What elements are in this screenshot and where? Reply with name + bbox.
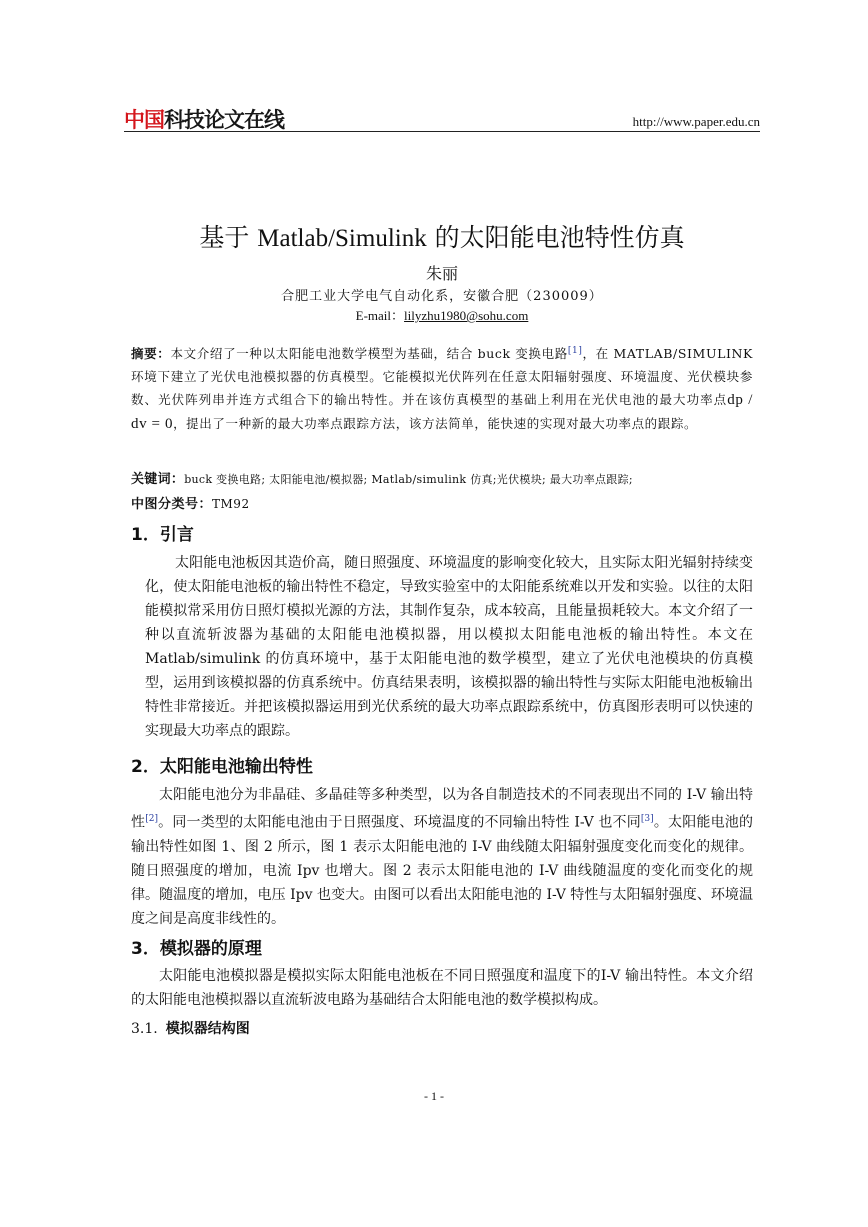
- section-1-number: 1．: [131, 525, 160, 545]
- logo-red-text: 中国: [124, 108, 164, 132]
- section-2-body: [131, 783, 753, 931]
- section-3-heading: [131, 934, 262, 959]
- page-header: [124, 104, 760, 132]
- section-3-body: 太阳能电池模拟器是模拟实际太阳能电池板在不同日照强度和温度下的I-V 输出特性。本文介绍的太阳能电池模拟器以直流斩波电路为基础结合太阳能电池的数学模拟构成。: [131, 968, 753, 1008]
- section-2-body-b: 。同一类型的太阳能电池由于日照强度、环境温度的不同输出特性 I-V 也不同: [157, 814, 641, 831]
- section-2-number: 2．: [131, 757, 160, 777]
- header-rule: [124, 131, 760, 132]
- abstract-ref[interactable]: [1]: [567, 346, 583, 356]
- section-1-body: 太阳能电池板因其造价高，随日照强度、环境温度的影响变化较大，且实际太阳光辐射持续变化，使太阳能电池板的输出特性不稳定，导致实验室中的太阳能系统难以开发和实验。以往的太阳能模拟常采用仿日照灯模拟光源的方法，其制作复杂，成本较高，且能量损耗较大。本文介绍了一种以直流斩波器为基础的太阳能电池模拟器，用以模拟太阳能电池板的输出特性。本文在 Matlab/simulink 的仿真环境中，基于太阳能电池的数学模型，建立了光伏电池模块的仿真模型，运用到该模拟器的仿真系统中。仿真结果表明，该模拟器的输出特性与实际太阳能电池板输出特性非常接近。并把该模拟器运用到光伏系统的最大功率点跟踪系统中，仿真图形表明可以快速的实现最大功率点的跟踪。: [145, 555, 753, 739]
- section-2-ref-a[interactable]: [2]: [145, 814, 158, 824]
- title-prefix: 基于: [199, 223, 258, 252]
- abstract-text-b: ，在 MATLAB/SIMULINK 环境下建立了光伏电池模拟器的仿真模型。它能模拟光伏阵列在任意太阳辐射强度、环境温度、光伏模块参数、光伏阵列串并连方式组合下的输出特性。并在该仿真模型的基础上利用在光伏电池的最大功率点: [131, 346, 753, 408]
- section-2-body-c: 。太阳能电池的输出特性如图 1、图 2 所示，图 1 表示太阳能电池的 I-V 曲线随太阳辐射强度变化而变化的规律。随日照强度的增加，电流 Ipv 也增大。图 2 表示太阳能电池的 I-V 曲线随温度的变化而变化的规律。随温度的增加，电压 Ipv 也变大。由图可以看出太阳能电池的 I-V 特性与太阳辐射强度、环境温度之间是高度非线性的。: [131, 814, 753, 927]
- section-2-heading: [131, 752, 313, 777]
- page-number: - 1 -: [424, 1089, 444, 1103]
- section-3-1-heading: [131, 1018, 250, 1038]
- abstract: [131, 340, 753, 436]
- title-latin: Matlab/Simulink: [257, 225, 427, 252]
- logo-black-text: 科技论文在线: [164, 108, 284, 132]
- abstract-text-c: ，提出了一种新的最大功率点跟踪方法，该方法简单，能快速的实现对最大功率点的跟踪。: [173, 416, 698, 432]
- section-2-title: 太阳能电池输出特性: [159, 757, 313, 777]
- email-link[interactable]: lilyzhu1980@sohu.com: [404, 308, 529, 323]
- header-url[interactable]: http://www.paper.edu.cn: [632, 114, 760, 129]
- section-3-title: 模拟器的原理: [159, 939, 262, 959]
- author-email: [124, 305, 760, 324]
- abstract-formula: dp / dv = 0: [131, 392, 753, 433]
- classification: [131, 493, 250, 512]
- section-2-body-a: 太阳能电池分为非晶硅、多晶硅等多种类型，以为各自制造技术的不同表现出不同的 I-V 输出特性: [131, 787, 753, 831]
- section-3-1-number: 3.1.: [131, 1021, 158, 1037]
- keywords-label: 关键词：: [131, 472, 185, 487]
- abstract-text-a: 本文介绍了一种以太阳能电池数学模型为基础，结合 buck 变换电路: [170, 346, 568, 362]
- section-2-ref-b[interactable]: [3]: [640, 814, 654, 824]
- classification-code: TM92: [212, 497, 250, 511]
- section-3-number: 3．: [131, 939, 160, 959]
- section-3-1-title: 模拟器结构图: [165, 1021, 250, 1037]
- section-1-title: 引言: [159, 525, 194, 545]
- classification-label: 中图分类号：: [131, 497, 213, 512]
- author-name: 朱丽: [425, 264, 458, 283]
- paper-title: [124, 218, 760, 254]
- title-suffix: 的太阳能电池特性仿真: [426, 223, 685, 252]
- section-1-heading: [131, 520, 194, 545]
- journal-logo: [124, 104, 284, 134]
- keywords: [131, 468, 761, 487]
- keywords-text: buck 变换电路; 太阳能电池/模拟器; Matlab/simulink 仿真;光伏模块; 最大功率点跟踪;: [184, 473, 633, 486]
- email-label: E-mail：: [355, 308, 405, 323]
- author-affiliation: 合肥工业大学电气自动化系，安徽合肥（230009）: [281, 289, 603, 304]
- abstract-label: 摘要：: [131, 346, 171, 362]
